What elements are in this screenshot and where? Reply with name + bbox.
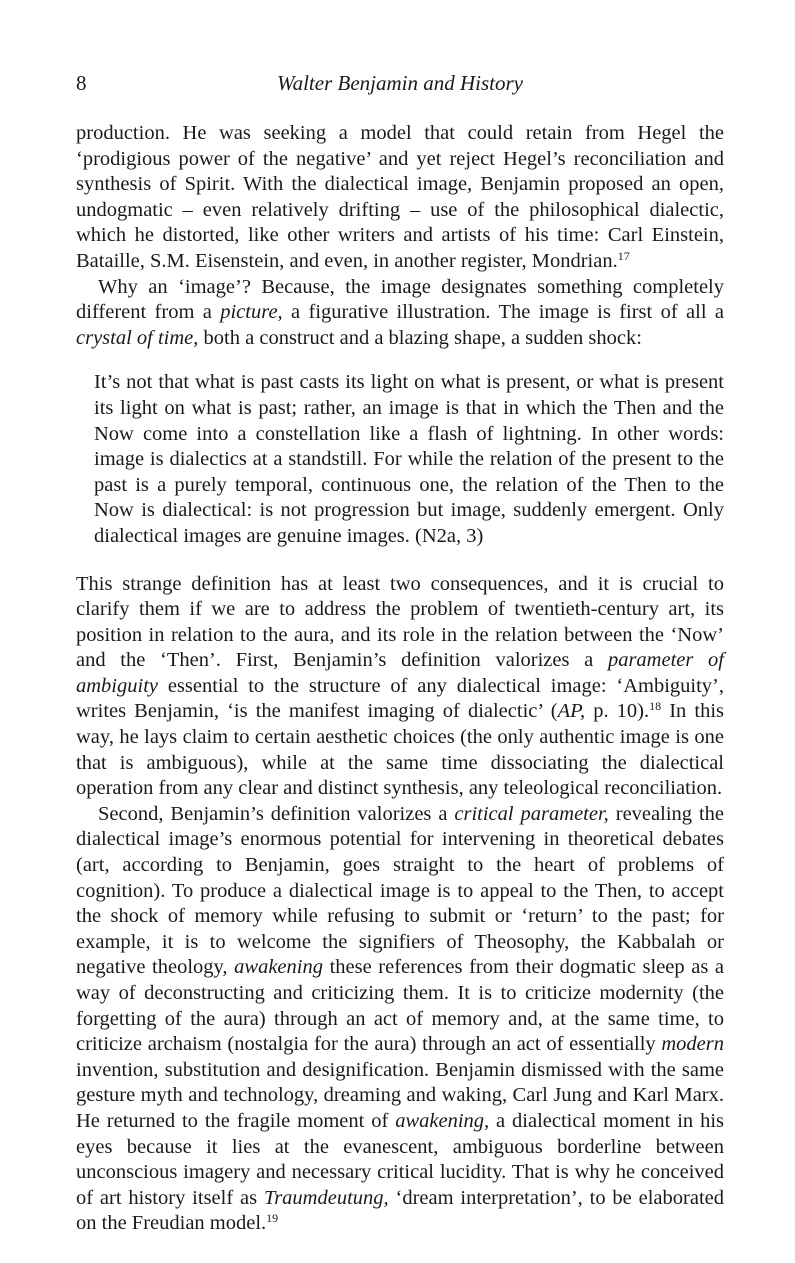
emphasis-ap: AP, — [557, 700, 586, 723]
emphasis-parameter-of-ambiguity: parameter of ambiguity — [76, 649, 724, 697]
paragraph-text: In this way, he lays claim to certain aesthetic choices (the only authentic image is one that is ambiguous), while at the same time dissociating the dialectical operation from any clear and distinct synthesis, any teleological reconciliation. — [76, 700, 725, 800]
emphasis-critical-parameter: critical parameter, — [454, 802, 609, 825]
paragraph-text: production. He was seeking a model that could retain from Hegel the ‘prodigious power of the negative’ and yet reject Hegel’s reconciliation and synthesis of Spirit. With the dialectical image, Benjamin proposed an open, undogmatic – even relatively drifting – use of the philosophical dialectic, which he distorted, like other writers and artists of his time: Carl Einstein, Bataille, S.M. Eisenstein, and even, in another register, Mondrian. — [76, 122, 724, 272]
emphasis-traumdeutung: Traumdeutung, — [263, 1186, 389, 1209]
paragraph-text: these references from their dogmatic sleep as a way of deconstructing and criticizing them. It is to criticize modernity (the forgetting of the aura) through an act of memory and, at the same time, to criticize archaism (nostalgia for the aura) through an act of essentially — [76, 956, 724, 1056]
running-head — [76, 68, 724, 98]
paragraph-text: ‘dream interpretation’, to be elaborated on the Freudian model. — [76, 1186, 724, 1235]
footnote-ref-17: 17 — [617, 248, 630, 263]
emphasis-crystal-of-time: crystal of time, — [76, 326, 199, 349]
body-text — [76, 121, 724, 1237]
footnote-ref-19: 19 — [266, 1211, 279, 1226]
emphasis-picture: picture, — [220, 301, 283, 324]
paragraph-text: This strange definition has at least two consequences, and it is crucial to clarify them if we are to address the problem of twentieth-century art, its position in relation to the aura, and its role in the relation between the ‘Now’ and the ‘Then’. First, Benjamin’s definition valorizes a — [76, 572, 724, 672]
paragraph-text: p. 10). — [585, 700, 650, 723]
paragraph-text: revealing the dialectical image’s enormous potential for intervening in theoretical debates (art, according to Benjamin, goes straight to the heart of problems of cognition). To produce a dialectical image is to appeal to the Then, to accept the shock of memory while refusing to submit or ‘return’ to the past; for example, it is to welcome the signifiers of Theosophy, the Kabbalah or negative theology, — [76, 802, 725, 979]
paragraph-1 — [76, 121, 724, 275]
book-title: Walter Benjamin and History — [277, 71, 523, 95]
paragraph-3 — [76, 572, 724, 802]
paragraph-text: essential to the structure of any dialectical image: ‘Ambiguity’, writes Benjamin, ‘is the manifest imaging of dialectic’ ( — [76, 674, 724, 723]
footnote-ref-18: 18 — [649, 699, 662, 714]
paragraph-2 — [76, 275, 724, 352]
page-number: 8 — [76, 71, 87, 95]
paragraph-text: a dialectical moment in his eyes because it lies at the evanescent, ambiguous borderline between unconscious imagery and necessary critical lucidity. That is why he conceived of art history itself as — [76, 1109, 724, 1209]
emphasis-awakening: awakening, — [395, 1109, 490, 1132]
block-quote: It’s not that what is past casts its light on what is present, or what is present its light on what is past; rather, an image is that in which the Then and the Now come into a constellation like a flash of lightning. In other words: image is dialectics at a standstill. For while the relation of the present to the past is a purely temporal, continuous one, the relation of the Then to the Now is dialectical: is not progression but image, suddenly emergent. Only dialectical images are genuine images. (N2a, 3) — [94, 371, 724, 547]
paragraph-text: a figurative illustration. The image is first of all a — [282, 301, 724, 324]
paragraph-text: Why an ‘image’? Because, the image designates something completely different from a — [76, 275, 724, 324]
paragraph-4 — [76, 802, 724, 1237]
paragraph-text: Second, Benjamin’s definition valorizes a — [98, 802, 455, 825]
paragraph-text: both a construct and a blazing shape, a sudden shock: — [198, 326, 642, 349]
emphasis-awakening: awakening — [234, 956, 323, 979]
emphasis-modern: modern — [661, 1033, 724, 1056]
paragraph-text: invention, substitution and designification. Benjamin dismissed with the same gesture myth and technology, dreaming and waking, Carl Jung and Karl Marx. He returned to the fragile moment of — [76, 1058, 724, 1132]
